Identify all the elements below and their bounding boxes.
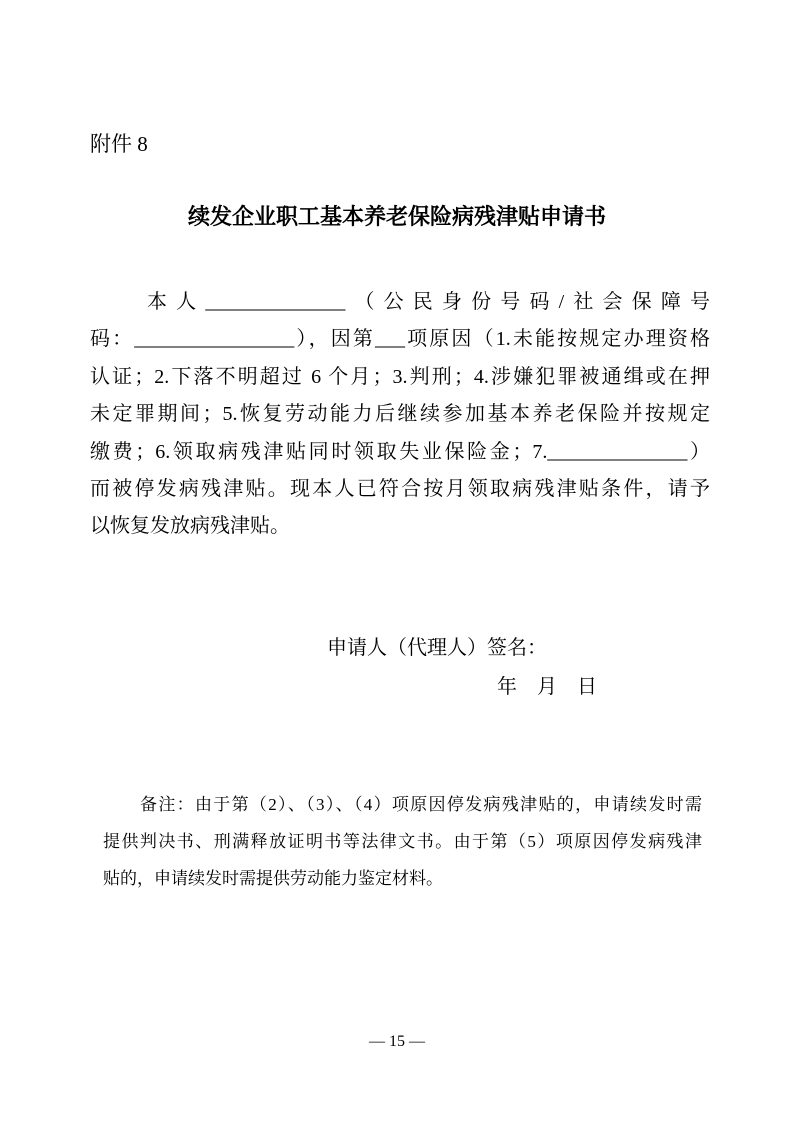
- attachment-number-label: 附件 8: [90, 132, 148, 156]
- body-line: 未定罪期间；5.恢复劳动能力后继续参加基本养老保险并按规定: [90, 403, 710, 426]
- note-line: 提供判决书、刑满释放证明书等法律文书。由于第（5）项原因停发病残津: [103, 832, 702, 852]
- body-line: 码：________________），因第___项原因（1.未能按规定办理资格: [90, 328, 710, 351]
- body-line: 认证；2.下落不明超过 6 个月；3.判刑；4.涉嫌犯罪被通缉或在押: [90, 365, 710, 388]
- date-label: 年 月 日: [497, 676, 597, 698]
- body-line: 以恢复发放病残津贴。: [90, 515, 290, 538]
- remarks-section: [103, 786, 702, 898]
- note-line: 备注：由于第（2）、（3）、（4）项原因停发病残津贴的，申请续发时需: [140, 795, 702, 814]
- note-line: 贴的，申请续发时需提供劳动能力鉴定材料。: [103, 869, 443, 889]
- body-line: 而被停发病残津贴。现本人已符合按月领取病残津贴条件，请予: [90, 478, 710, 501]
- body-line: 本人______________（公民身份号码/社会保障号: [147, 291, 710, 313]
- page-number: — 15 —: [369, 1033, 425, 1050]
- document-title: 续发企业职工基本养老保险病残津贴申请书: [187, 204, 606, 229]
- applicant-signature-label: 申请人（代理人）签名：: [327, 637, 547, 659]
- signature-section: [327, 629, 597, 707]
- application-body-paragraph: [90, 284, 710, 546]
- body-line: 缴费；6.领取病残津贴同时领取失业保险金；7.______________）: [90, 440, 710, 463]
